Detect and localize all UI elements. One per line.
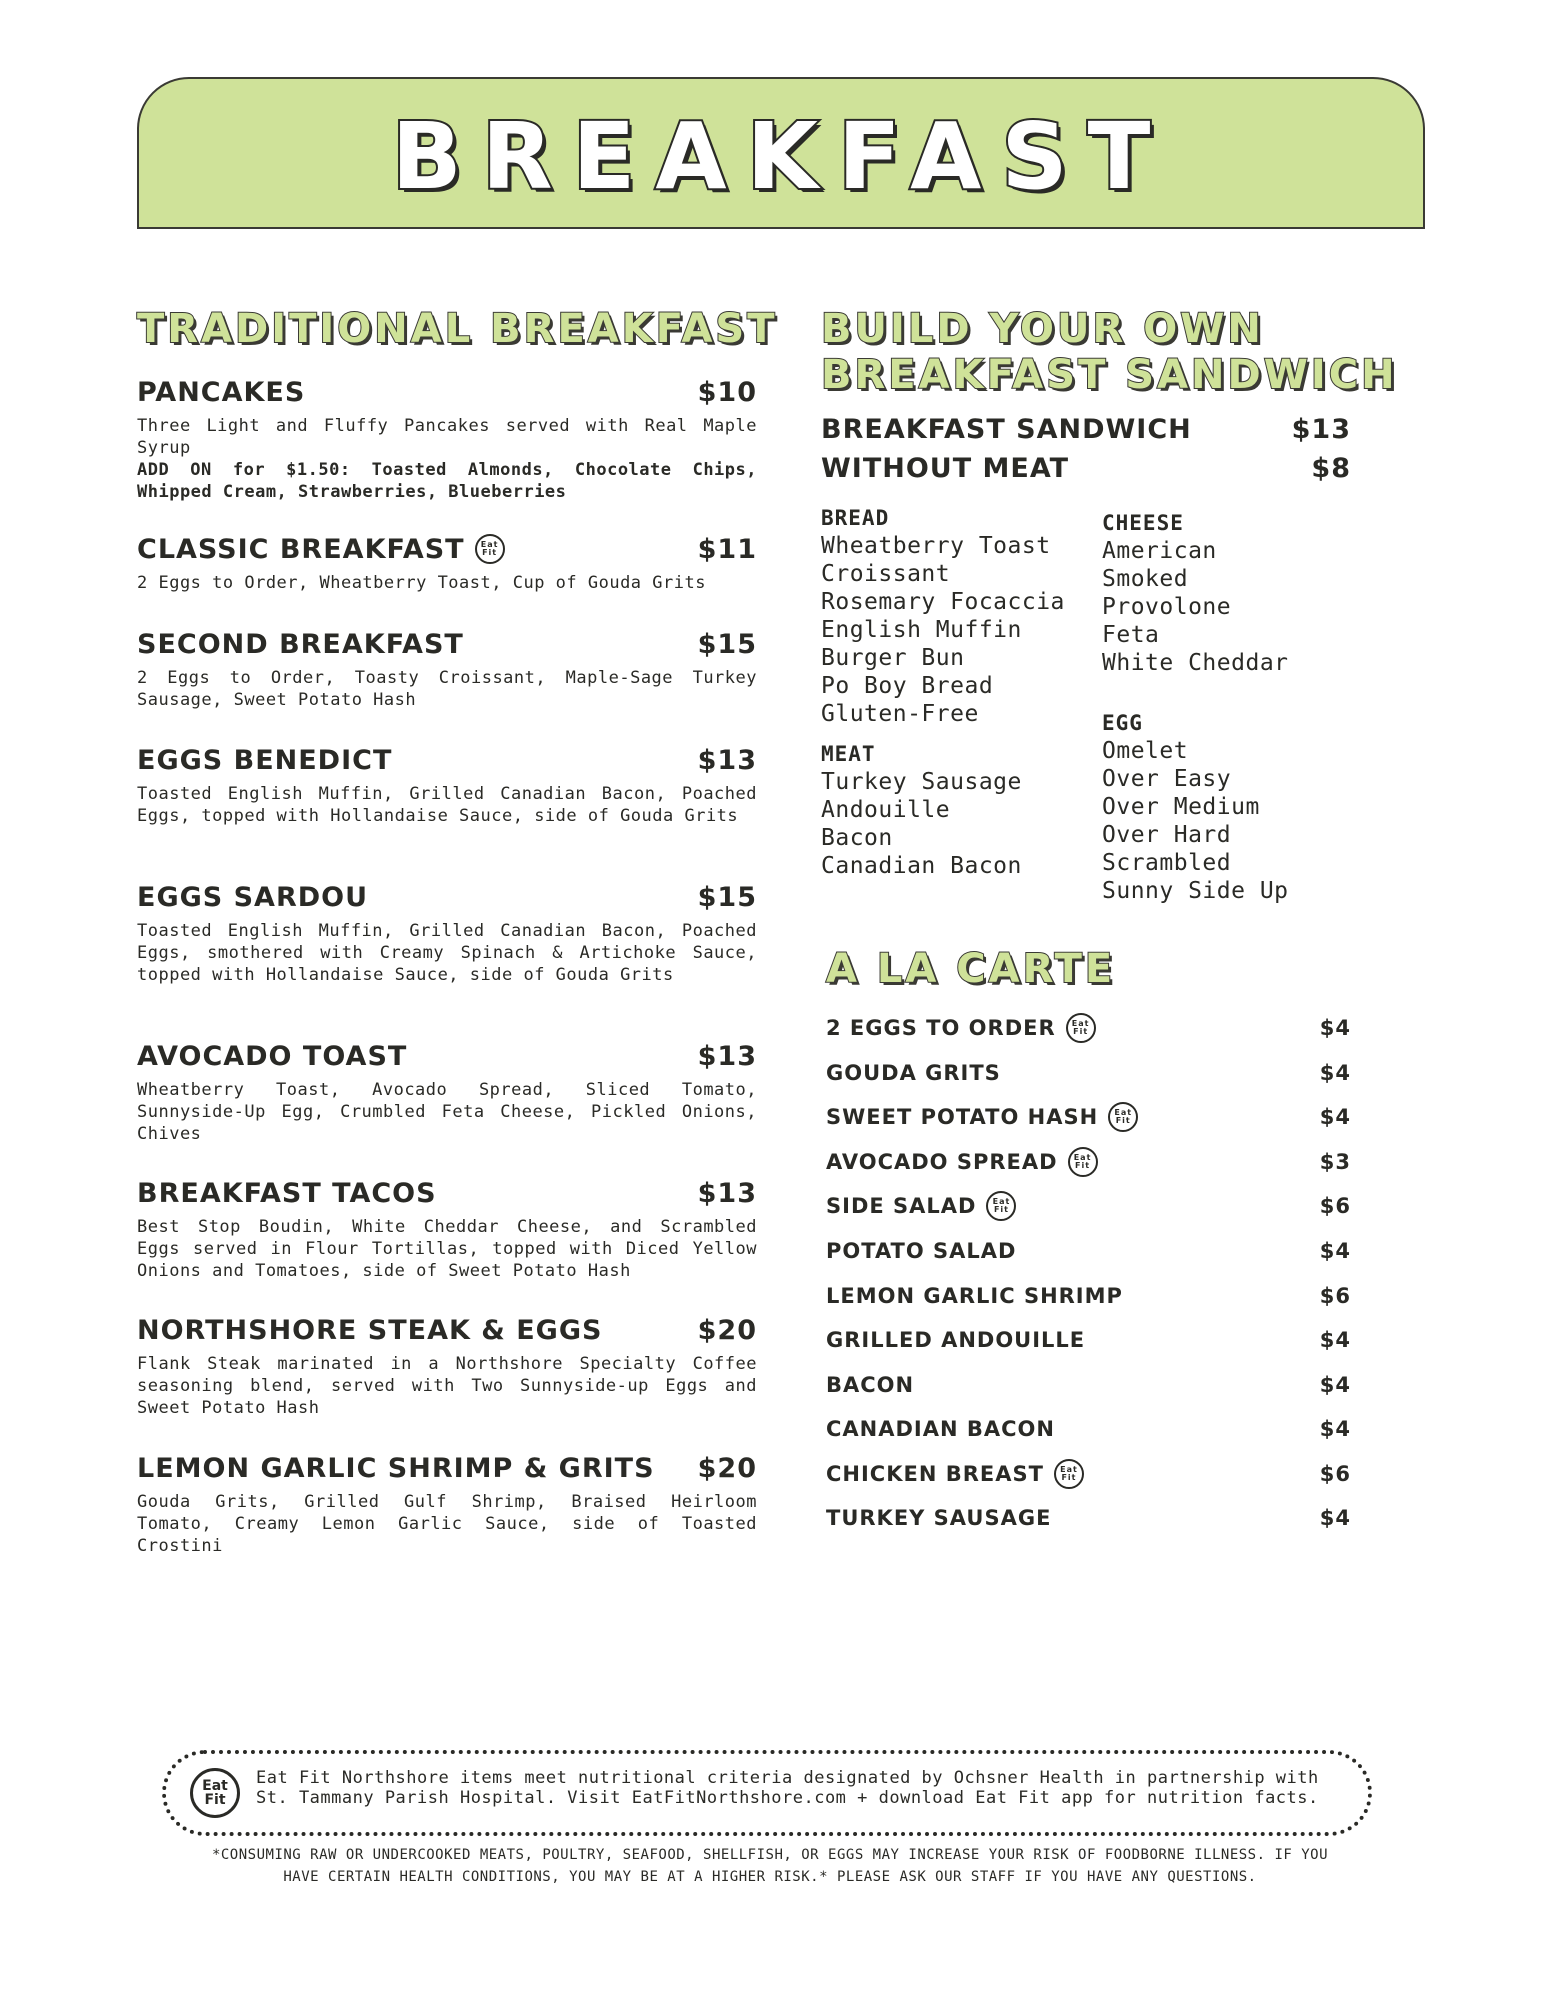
item-description: Gouda Grits, Grilled Gulf Shrimp, Braised Heirloom Tomato, Creamy Lemon Garlic Sauce, side of Toasted Crostini: [137, 1492, 757, 1556]
item-name: AVOCADO TOAST: [137, 1040, 408, 1072]
item-price: $11: [697, 533, 757, 565]
addon-text: ADD ON for $1.50: Toasted Almonds, Chocolate Chips, Whipped Cream, Strawberries, Blueberries: [137, 460, 757, 502]
meat-option: Canadian Bacon: [821, 853, 1022, 879]
alacarte-item-price: $4: [1319, 1417, 1351, 1441]
item-name: SECOND BREAKFAST: [137, 628, 464, 660]
item-description: Wheatberry Toast, Avocado Spread, Sliced Tomato, Sunnyside-Up Egg, Crumbled Feta Cheese, Pickled Onions, Chives: [137, 1080, 757, 1144]
alacarte-item: [826, 1280, 1351, 1312]
egg-option: Omelet: [1102, 738, 1189, 764]
eat-fit-icon: Eat Fit: [1066, 1013, 1096, 1043]
menu-item: [137, 627, 757, 711]
menu-item: [137, 1176, 757, 1282]
byo-sandwich-price: $13: [1291, 414, 1351, 445]
alacarte-item-name: POTATO SALAD: [826, 1239, 1017, 1263]
item-description: 2 Eggs to Order, Toasty Croissant, Maple-Sage Turkey Sausage, Sweet Potato Hash: [137, 668, 757, 710]
cheese-option: White Cheddar: [1102, 650, 1289, 676]
alacarte-item-name: SIDE SALAD: [826, 1194, 977, 1218]
cheese-heading: CHEESE: [1102, 511, 1184, 535]
item-name: BREAKFAST TACOS: [137, 1177, 437, 1209]
alacarte-item-name: GRILLED ANDOUILLE: [826, 1328, 1086, 1352]
meat-option: Bacon: [821, 825, 893, 851]
byo-no-meat-label: WITHOUT MEAT: [821, 453, 1070, 484]
traditional-section-title: TRADITIONAL BREAKFAST: [137, 306, 778, 352]
bread-option: Rosemary Focaccia: [821, 589, 1065, 615]
bread-option: Wheatberry Toast: [821, 533, 1051, 559]
alacarte-item-price: $6: [1319, 1462, 1351, 1486]
item-price: $15: [697, 881, 757, 913]
byo-sandwich-line: [821, 414, 1351, 445]
menu-item: [137, 1451, 757, 1557]
eat-fit-icon: Eat Fit: [1108, 1102, 1138, 1132]
bread-option: Gluten-Free: [821, 701, 979, 727]
alacarte-item: [826, 1235, 1351, 1267]
alacarte-item-name: 2 EGGS TO ORDER: [826, 1016, 1056, 1040]
item-name: EGGS SARDOU: [137, 881, 369, 913]
alacarte-item-price: $6: [1319, 1284, 1351, 1308]
item-name: NORTHSHORE STEAK & EGGS: [137, 1314, 603, 1346]
menu-item: [137, 1039, 757, 1145]
menu-item: [137, 743, 757, 827]
alacarte-item: [826, 1413, 1351, 1445]
alacarte-item: [826, 1101, 1351, 1133]
eat-fit-icon: Eat Fit: [1068, 1147, 1098, 1177]
alacarte-item: [826, 1146, 1351, 1178]
alacarte-item-name: AVOCADO SPREAD: [826, 1150, 1058, 1174]
alacarte-item-name: GOUDA GRITS: [826, 1061, 1001, 1085]
alacarte-item: [826, 1458, 1351, 1490]
eat-fit-icon: Eat Fit: [986, 1191, 1016, 1221]
item-description: Toasted English Muffin, Grilled Canadian Bacon, Poached Eggs, topped with Hollandaise Sauce, side of Gouda Grits: [137, 784, 757, 826]
egg-option: Over Easy: [1102, 766, 1232, 792]
egg-option: Over Medium: [1102, 794, 1260, 820]
byo-sandwich-label: BREAKFAST SANDWICH: [821, 414, 1192, 445]
alacarte-item-price: $4: [1319, 1061, 1351, 1085]
alacarte-item-name: LEMON GARLIC SHRIMP: [826, 1284, 1123, 1308]
alacarte-item-name: TURKEY SAUSAGE: [826, 1506, 1052, 1530]
item-price: $10: [697, 376, 757, 408]
item-price: $13: [697, 1040, 757, 1072]
alacarte-item-name: CHICKEN BREAST: [826, 1462, 1044, 1486]
item-description: Three Light and Fluffy Pancakes served with Real Maple Syrup: [137, 416, 757, 458]
byo-no-meat-price: $8: [1311, 453, 1351, 484]
menu-item: [137, 880, 757, 986]
cheese-option: Provolone: [1102, 594, 1232, 620]
alacarte-item-price: $3: [1319, 1150, 1351, 1174]
alacarte-item: [826, 1324, 1351, 1356]
item-name: CLASSIC BREAKFAST: [137, 533, 465, 565]
bread-heading: BREAD: [821, 506, 890, 530]
bread-option: Po Boy Bread: [821, 673, 994, 699]
eat-fit-info-text: Eat Fit Northshore items meet nutritional criteria designated by Ochsner Health in partnership with St. Tammany Parish Hospital. Visit EatFitNorthshore.com + download Eat Fit app for nutrition facts.: [256, 1768, 1319, 1808]
item-name: EGGS BENEDICT: [137, 744, 393, 776]
meat-option: Turkey Sausage: [821, 769, 1022, 795]
meat-option: Andouille: [821, 797, 951, 823]
alacarte-item: [826, 1012, 1351, 1044]
cheese-option: Smoked: [1102, 566, 1189, 592]
alacarte-item-price: $4: [1319, 1105, 1351, 1129]
alacarte-item: [826, 1502, 1351, 1534]
menu-item: [137, 375, 757, 503]
alacarte-item-price: $4: [1319, 1328, 1351, 1352]
eat-fit-info-box: [162, 1750, 1372, 1836]
egg-option: Sunny Side Up: [1102, 878, 1289, 904]
item-price: $13: [697, 744, 757, 776]
egg-option: Over Hard: [1102, 822, 1232, 848]
item-name: LEMON GARLIC SHRIMP & GRITS: [137, 1452, 655, 1484]
alacarte-item-name: SWEET POTATO HASH: [826, 1105, 1099, 1129]
alacarte-item: [826, 1369, 1351, 1401]
alacarte-item-name: CANADIAN BACON: [826, 1417, 1055, 1441]
alacarte-item: [826, 1057, 1351, 1089]
food-safety-disclaimer: *CONSUMING RAW OR UNDERCOOKED MEATS, POULTRY, SEAFOOD, SHELLFISH, OR EGGS MAY INCREASE YOUR RISK OF FOODBORNE ILLNESS. IF YOU HAVE CERTAIN HEALTH CONDITIONS, YOU MAY BE AT A HIGHER RISK.* PLEASE ASK OUR STAFF IF YOU HAVE ANY QUESTIONS.: [211, 1847, 1329, 1885]
egg-heading: EGG: [1102, 711, 1143, 735]
item-description: Flank Steak marinated in a Northshore Specialty Coffee seasoning blend, served with Two Sunnyside-up Eggs and Sweet Potato Hash: [137, 1354, 757, 1418]
header-banner: [137, 77, 1425, 229]
alacarte-item-price: $4: [1319, 1239, 1351, 1263]
meat-heading: MEAT: [821, 742, 876, 766]
item-name: PANCAKES: [137, 376, 306, 408]
alacarte-section-title: A LA CARTE: [826, 946, 1116, 992]
byo-no-meat-line: [821, 453, 1351, 484]
item-price: $13: [697, 1177, 757, 1209]
alacarte-item-price: $4: [1319, 1506, 1351, 1530]
item-description: Best Stop Boudin, White Cheddar Cheese, and Scrambled Eggs served in Flour Tortillas, topped with Diced Yellow Onions and Tomatoes, side of Sweet Potato Hash: [137, 1217, 757, 1281]
item-price: $15: [697, 628, 757, 660]
bread-option: English Muffin: [821, 617, 1022, 643]
egg-option: Scrambled: [1102, 850, 1232, 876]
item-price: $20: [697, 1452, 757, 1484]
bread-option: Croissant: [821, 561, 951, 587]
eat-fit-icon: Eat Fit: [1054, 1459, 1084, 1489]
cheese-option: American: [1102, 538, 1217, 564]
bread-option: Burger Bun: [821, 645, 965, 671]
eat-fit-icon: Eat Fit: [475, 534, 505, 564]
eat-fit-logo-icon: Eat Fit: [190, 1768, 240, 1818]
byo-section-title: BUILD YOUR OWN BREAKFAST SANDWICH: [821, 306, 1398, 398]
cheese-options: [1102, 511, 1289, 677]
egg-options: [1102, 711, 1289, 905]
alacarte-item-price: $4: [1319, 1373, 1351, 1397]
page-title: BREAKFAST: [391, 103, 1171, 210]
alacarte-item: [826, 1190, 1351, 1222]
meat-options: [821, 742, 1022, 880]
bread-options: [821, 506, 1065, 728]
alacarte-item-price: $6: [1319, 1194, 1351, 1218]
item-price: $20: [697, 1314, 757, 1346]
item-description: 2 Eggs to Order, Wheatberry Toast, Cup of Gouda Grits: [137, 573, 706, 593]
alacarte-item-name: BACON: [826, 1373, 915, 1397]
menu-item: [137, 1313, 757, 1419]
menu-item: [137, 532, 757, 594]
item-description: Toasted English Muffin, Grilled Canadian Bacon, Poached Eggs, smothered with Creamy Spinach & Artichoke Sauce, topped with Hollandaise Sauce, side of Gouda Grits: [137, 921, 757, 985]
alacarte-item-price: $4: [1319, 1016, 1351, 1040]
cheese-option: Feta: [1102, 622, 1160, 648]
